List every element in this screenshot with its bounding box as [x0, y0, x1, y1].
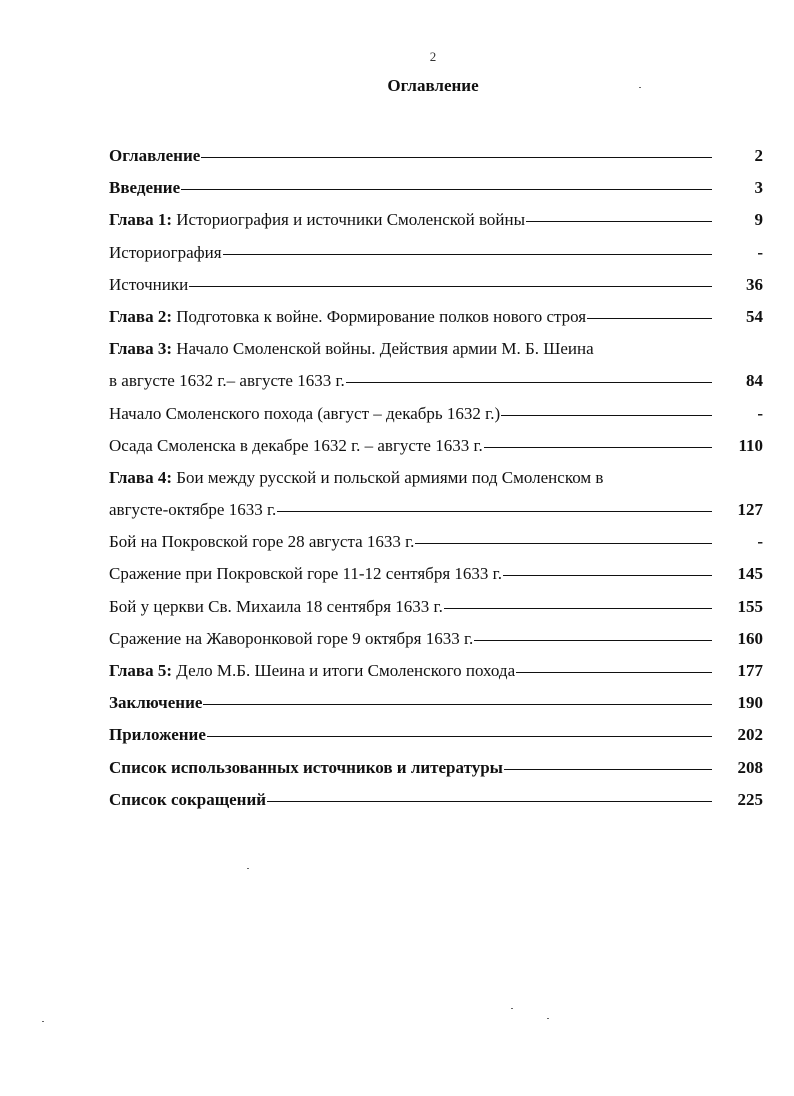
toc-entry[interactable]: [109, 758, 763, 790]
toc-entry[interactable]: [109, 243, 763, 275]
toc-entry-label: Сражение на Жаворонковой горе 9 октября 1633 г.: [109, 628, 474, 648]
toc-entry[interactable]: [109, 178, 763, 210]
toc-entry[interactable]: [109, 500, 763, 532]
leader-line: [444, 607, 712, 609]
chapter-prefix: Глава 1:: [109, 210, 173, 230]
scan-speck: [639, 87, 641, 88]
toc-page-number: 145: [737, 564, 763, 584]
scan-speck: [547, 1018, 549, 1019]
toc-entry[interactable]: [109, 275, 763, 307]
toc-entry[interactable]: [109, 307, 763, 339]
leader-line: [201, 156, 712, 158]
toc-entry[interactable]: [109, 661, 763, 693]
toc-entry[interactable]: [109, 436, 763, 468]
toc-page-number: 155: [737, 596, 763, 616]
toc-entry-label: Начало Смоленского похода (август – декабрь 1632 г.): [109, 403, 501, 423]
page-title: Оглавление: [387, 76, 479, 95]
toc-entry[interactable]: [109, 146, 763, 178]
toc-page-number: 208: [737, 757, 763, 777]
toc-entry[interactable]: [109, 790, 763, 822]
leader-line: [223, 253, 712, 255]
toc-entry-label: Начало Смоленской войны. Действия армии М. Б. Шеина: [172, 339, 594, 359]
toc-page-number: 160: [737, 628, 763, 648]
leader-line: [474, 639, 712, 641]
leader-line: [484, 446, 712, 448]
leader-line: [415, 542, 712, 544]
toc-page-number: 202: [737, 725, 763, 745]
toc-entry-label: Бой на Покровской горе 28 августа 1633 г.: [109, 532, 415, 552]
toc-page-number: 225: [737, 789, 763, 809]
toc-page-number: -: [757, 242, 763, 262]
toc-entry[interactable]: [109, 532, 763, 564]
leader-line: [587, 317, 712, 319]
chapter-prefix: Глава 4:: [109, 467, 173, 487]
toc-entry-label: Историография и источники Смоленской войны: [172, 210, 526, 230]
leader-line: [181, 188, 712, 190]
toc-page-number: 177: [737, 661, 763, 680]
leader-line: [189, 285, 712, 287]
leader-line: [267, 800, 712, 802]
leader-line: [526, 220, 712, 222]
chapter-prefix: Глава 5:: [109, 661, 173, 680]
leader-line: [277, 510, 712, 512]
toc-entry-label: Осада Смоленска в декабре 1632 г. – августе 1633 г.: [109, 435, 483, 455]
leader-line: [503, 574, 712, 576]
toc-page-number: -: [757, 403, 763, 423]
leader-line: [516, 671, 712, 673]
toc-entry-label: Оглавление: [109, 146, 201, 165]
toc-entry-label: в августе 1632 г.– августе 1633 г.: [109, 371, 345, 391]
toc-entry-label: Список сокращений: [109, 789, 267, 809]
leader-line: [501, 414, 712, 416]
toc-entry[interactable]: [109, 404, 763, 436]
scan-speck: [247, 868, 249, 869]
toc-page-number: 36: [746, 274, 763, 294]
toc-entry[interactable]: [109, 725, 763, 757]
toc-page-number: 127: [737, 500, 763, 520]
toc-page-number: 190: [737, 693, 763, 713]
toc-entry-label: Список использованных источников и литературы: [109, 757, 503, 777]
chapter-prefix: Глава 3:: [109, 339, 173, 359]
toc-page-number: 9: [754, 210, 763, 230]
toc-entry-label: Источники: [109, 274, 189, 294]
toc-entry-label: Историография: [109, 242, 222, 262]
scan-speck: [42, 1021, 44, 1022]
toc-page-number: 2: [754, 146, 763, 165]
chapter-prefix: Глава 2:: [109, 306, 173, 326]
toc-entry-label: Бой у церкви Св. Михаила 18 сентября 1633 г.: [109, 596, 443, 616]
toc-entry-label: Введение: [109, 178, 181, 198]
toc-entry[interactable]: [109, 629, 763, 661]
toc-entry-label: Дело М.Б. Шеина и итоги Смоленского похода: [172, 661, 516, 680]
toc-entry-label: Бои между русской и польской армиями под Смоленском в: [172, 467, 604, 487]
toc-entry-label: Заключение: [109, 693, 203, 713]
toc-entry-label: Подготовка к войне. Формирование полков нового строя: [172, 306, 587, 326]
toc-entry[interactable]: [109, 371, 763, 403]
toc-entry-label: Сражение при Покровской горе 11-12 сентября 1633 г.: [109, 564, 502, 584]
toc-entry[interactable]: [109, 339, 763, 371]
toc-entry-label: Приложение: [109, 725, 206, 745]
scan-speck: [511, 1008, 513, 1009]
toc-page-number: 110: [738, 435, 763, 455]
toc-entry[interactable]: [109, 693, 763, 725]
toc-entry[interactable]: [109, 564, 763, 596]
toc-entry[interactable]: [109, 468, 763, 500]
toc-entry[interactable]: [109, 210, 763, 242]
leader-line: [207, 735, 712, 737]
page-number: 2: [429, 49, 437, 64]
toc-page-number: 84: [746, 371, 763, 391]
leader-line: [346, 381, 712, 383]
toc-page-number: -: [757, 532, 763, 552]
leader-line: [203, 703, 712, 705]
table-of-contents: [109, 146, 763, 822]
toc-page-number: 54: [746, 306, 763, 326]
toc-entry-label: августе-октябре 1633 г.: [109, 500, 277, 520]
toc-entry[interactable]: [109, 597, 763, 629]
leader-line: [504, 768, 712, 770]
toc-page-number: 3: [754, 178, 763, 198]
